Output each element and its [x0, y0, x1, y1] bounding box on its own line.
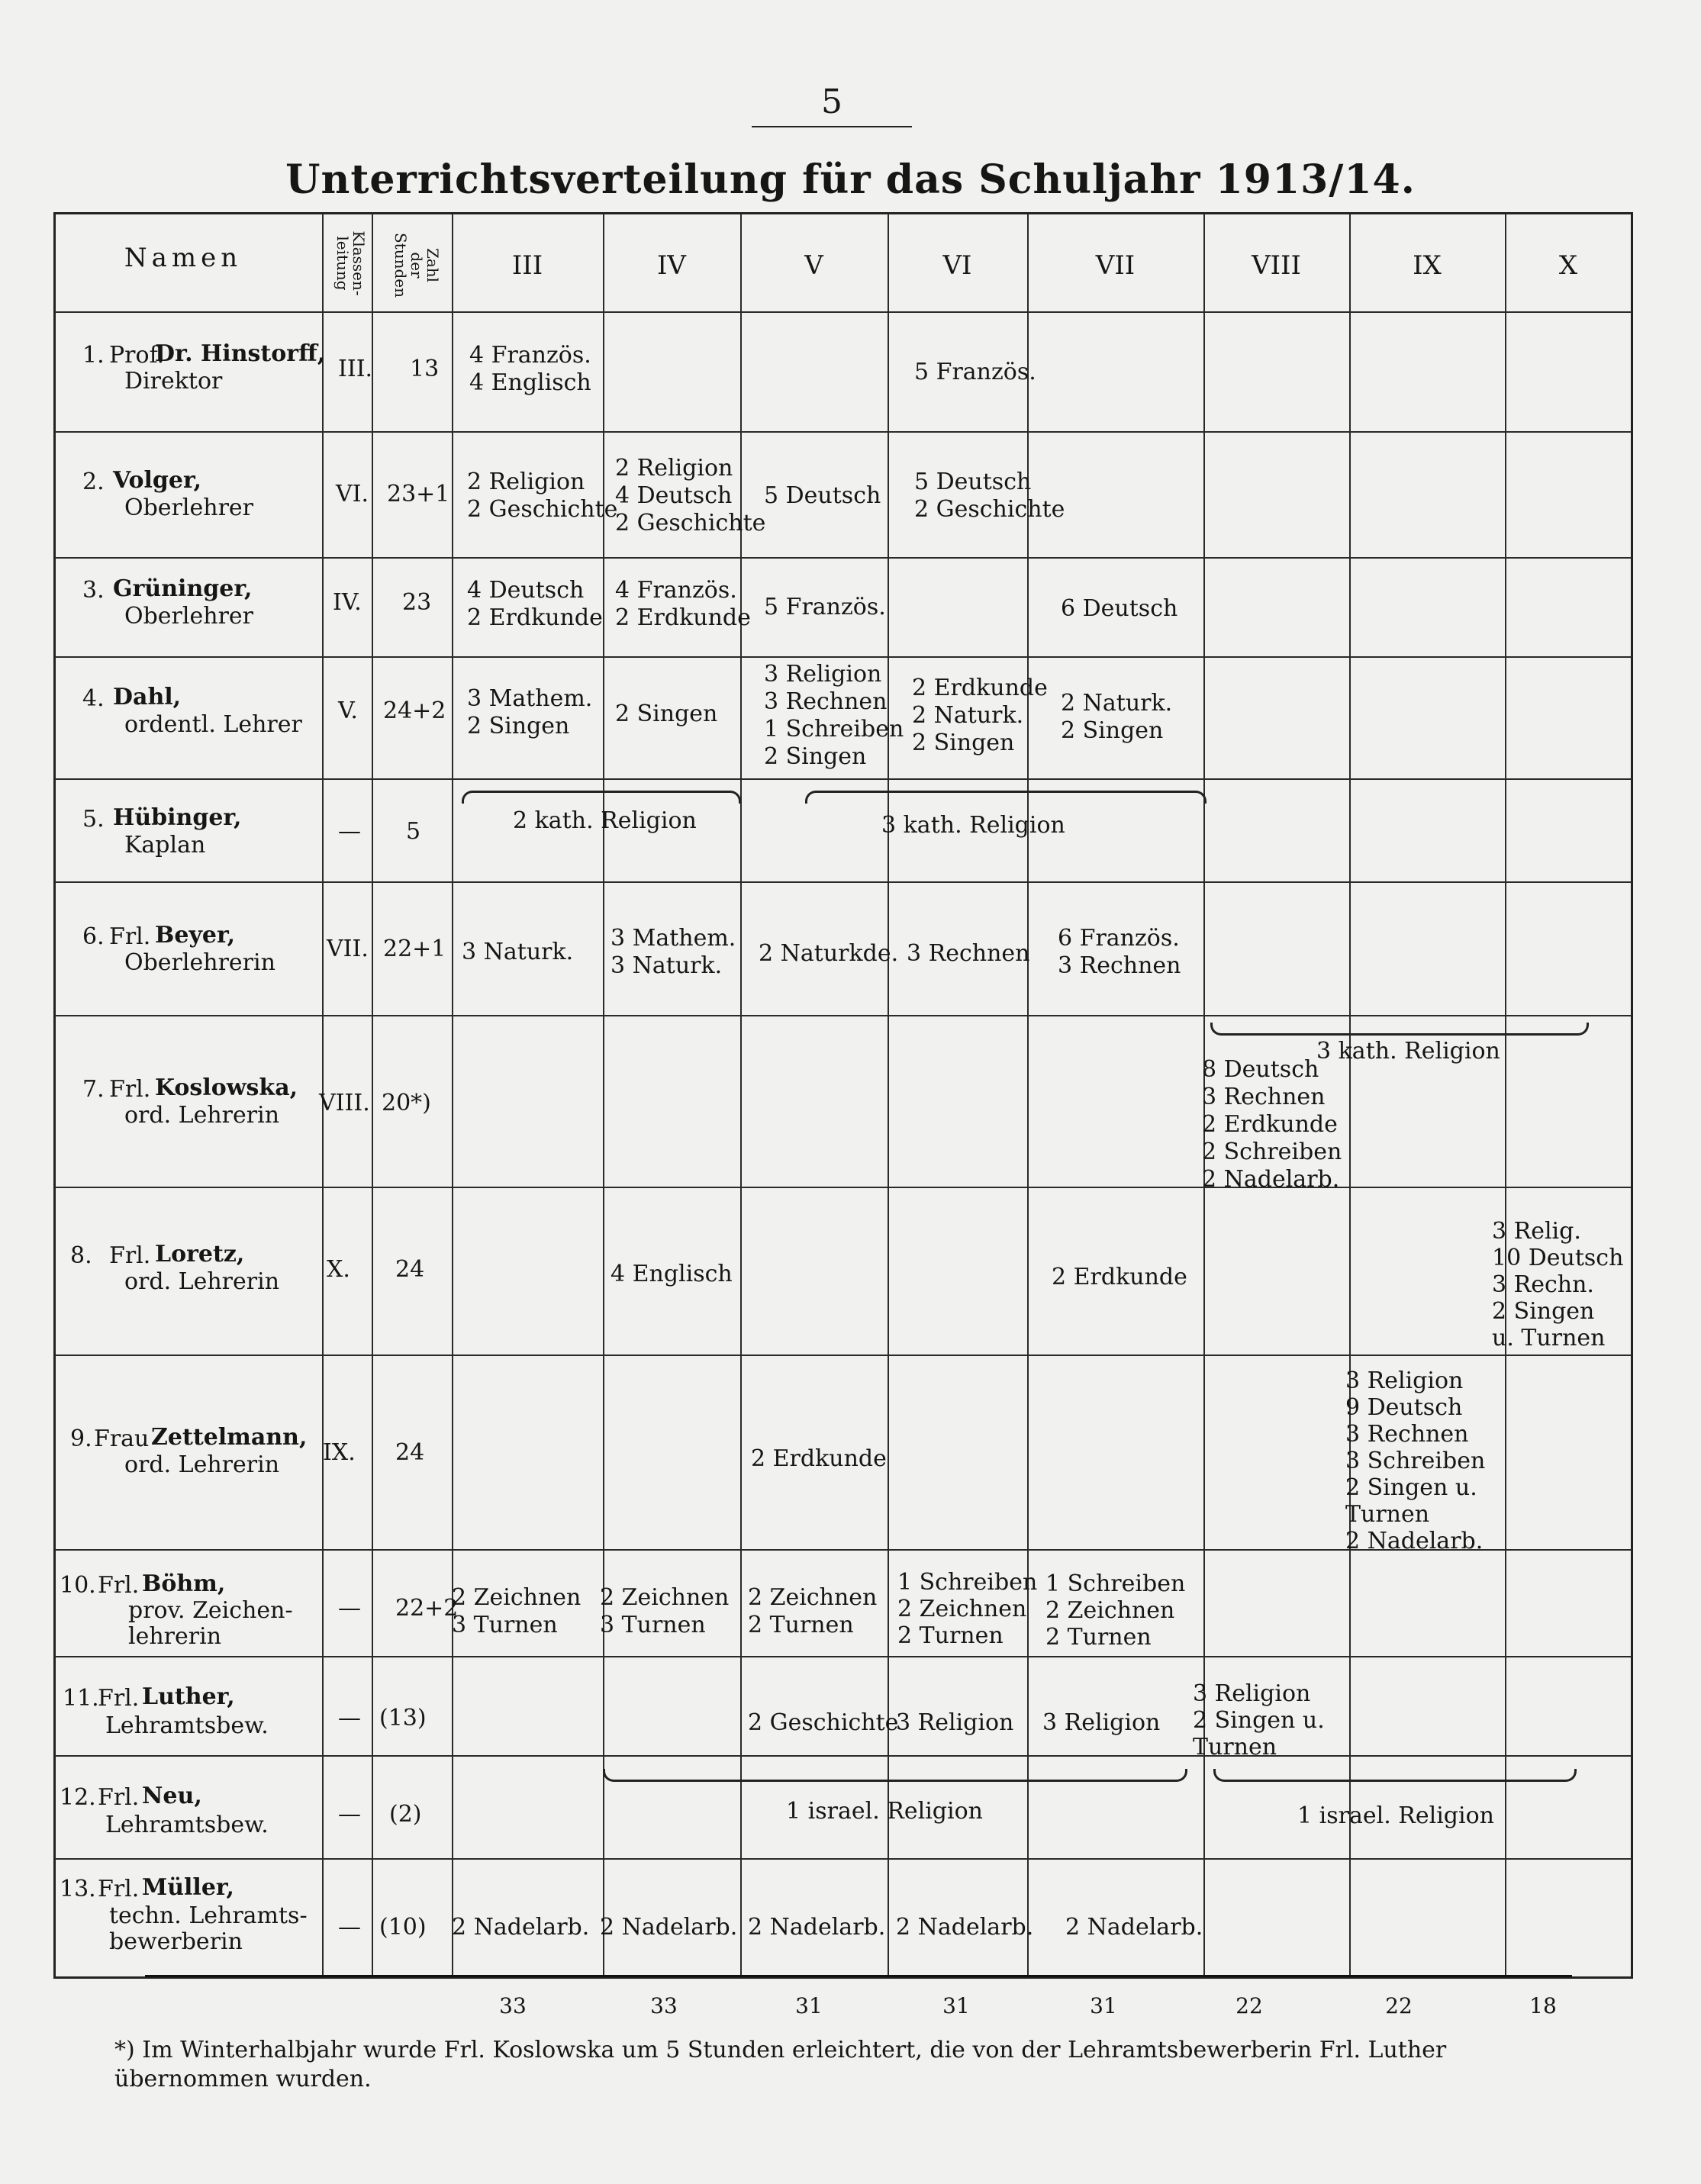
row-number: 4.	[82, 685, 105, 712]
teacher-name: Böhm,	[142, 1570, 226, 1597]
class-leadership: —	[338, 1801, 361, 1828]
teacher-role: Oberlehrer	[124, 494, 253, 521]
row-number: 1.	[82, 342, 105, 369]
teacher-role: ordentl. Lehrer	[124, 711, 302, 738]
row-divider	[55, 1858, 1632, 1860]
teacher-role: ord. Lehrerin	[124, 1268, 280, 1295]
cell-V: 5 Französ.	[764, 594, 886, 620]
row-number: 9.	[70, 1425, 92, 1452]
teacher-role: ord. Lehrerin	[124, 1451, 280, 1478]
teacher-role: Direktor	[124, 368, 223, 395]
teacher-title: Frl.	[109, 1076, 151, 1103]
brace	[1210, 1023, 1589, 1036]
cell-VII: 2 Naturk. 2 Singen	[1061, 690, 1173, 744]
teacher-name: Dahl,	[113, 684, 182, 710]
teacher-name: Volger,	[113, 467, 202, 494]
span-religion-III-IV: 2 kath. Religion	[513, 807, 697, 834]
teacher-name: Loretz,	[155, 1241, 245, 1268]
row-number: 13.	[60, 1876, 96, 1902]
column-divider	[1505, 214, 1506, 1978]
header-klassenleitung: Klassen- leitung	[333, 230, 368, 296]
header-class-VIII: VIII	[1252, 250, 1301, 281]
cell-V: 5 Deutsch	[764, 482, 881, 509]
cell-VII: 6 Französ. 3 Rechnen	[1058, 925, 1181, 979]
total-IX: 22	[1385, 1993, 1413, 2018]
cell-IV: 4 Französ. 2 Erdkunde	[615, 577, 751, 631]
header-stunden: Zahl der Stunden	[391, 232, 442, 298]
hours: 23+1	[387, 481, 450, 507]
class-leadership: VI.	[336, 481, 369, 507]
row-divider	[55, 431, 1632, 433]
cell-III: 4 Französ. 4 Englisch	[469, 342, 591, 396]
total-VIII: 22	[1235, 1993, 1263, 2018]
cell-IV: 4 Englisch	[610, 1261, 733, 1287]
row-divider	[55, 557, 1632, 559]
hours: (13)	[379, 1705, 427, 1731]
row-divider	[55, 1015, 1632, 1016]
class-leadership: V.	[338, 697, 358, 724]
class-leadership: —	[338, 1914, 361, 1941]
cell-VI: 2 Erdkunde 2 Naturk. 2 Singen	[912, 675, 1048, 756]
cell-VI: 5 Deutsch 2 Geschichte	[914, 469, 1065, 523]
cell-VII: 2 Erdkunde	[1052, 1264, 1187, 1290]
row-number: 3.	[82, 577, 105, 604]
cell-VII: 2 Nadelarb.	[1065, 1914, 1203, 1941]
cell-III: 2 Zeichnen 3 Turnen	[452, 1584, 581, 1638]
cell-IV: 2 Singen	[615, 701, 718, 727]
hours: 24	[395, 1256, 425, 1283]
header-class-III: III	[511, 250, 543, 281]
cell-V: 3 Religion 3 Rechnen 1 Schreiben 2 Singen	[764, 661, 904, 770]
cell-V: 2 Zeichnen 2 Turnen	[748, 1584, 878, 1638]
teacher-role: Lehramtsbew.	[105, 1812, 269, 1838]
page-number: 5	[821, 82, 842, 121]
row-divider	[55, 656, 1632, 658]
teacher-name: Zettelmann,	[151, 1424, 308, 1451]
header-class-V: V	[804, 250, 823, 281]
page-title: Unterrichtsverteilung für das Schuljahr 1913/14.	[285, 156, 1416, 203]
teacher-name: Hübinger,	[113, 804, 242, 831]
cell-VI: 1 Schreiben 2 Zeichnen 2 Turnen	[897, 1569, 1038, 1649]
span-israel-religion-VIII-IX: 1 israel. Religion	[1297, 1802, 1494, 1829]
column-divider	[452, 214, 453, 1978]
hours: 20*)	[382, 1090, 431, 1116]
teacher-title: Frl.	[98, 1876, 140, 1902]
teacher-title: Prof.	[109, 342, 165, 369]
teacher-role: prov. Zeichen- lehrerin	[128, 1597, 293, 1650]
row-number: 11.	[63, 1685, 99, 1712]
teacher-title: Frl.	[98, 1784, 140, 1811]
teacher-name: Dr. Hinstorff,	[155, 340, 326, 367]
cell-VII: 6 Deutsch	[1061, 595, 1178, 622]
teacher-title: Frl.	[98, 1572, 140, 1599]
header-class-IX: IX	[1413, 250, 1442, 281]
teacher-name: Beyer,	[155, 922, 236, 949]
total-VII: 31	[1090, 1993, 1117, 2018]
hours: 24	[395, 1439, 425, 1466]
cell-IV: 2 Nadelarb.	[600, 1914, 738, 1941]
brace	[805, 791, 1206, 804]
page-number-rule	[752, 126, 912, 127]
cell-III: 2 Religion 2 Geschichte	[467, 469, 618, 523]
header-namen: Namen	[124, 243, 243, 273]
teacher-name: Luther,	[142, 1683, 235, 1710]
class-leadership: X.	[327, 1256, 350, 1283]
class-leadership: III.	[338, 356, 373, 382]
cell-III: 2 Nadelarb.	[452, 1914, 590, 1941]
hours: 5	[406, 818, 421, 845]
cell-VIII: 8 Deutsch 3 Rechnen 2 Erdkunde 2 Schreiben 2 Nadelarb.	[1202, 1056, 1342, 1193]
class-leadership: —	[338, 1705, 361, 1731]
class-leadership: VIII.	[319, 1090, 370, 1116]
hours: 23	[402, 589, 432, 616]
hours: (2)	[389, 1801, 422, 1828]
class-leadership: IV.	[333, 589, 362, 616]
total-VI: 31	[942, 1993, 970, 2018]
row-number: 2.	[82, 469, 105, 495]
brace	[462, 791, 741, 804]
teacher-role: ord. Lehrerin	[124, 1102, 280, 1129]
class-leadership: VII.	[327, 936, 369, 962]
cell-V: 2 Erdkunde	[751, 1445, 887, 1472]
total-IV: 33	[650, 1993, 678, 2018]
row-number: 7.	[82, 1076, 105, 1103]
span-israel-religion-IV-VII: 1 israel. Religion	[786, 1798, 983, 1825]
cell-III: 3 Naturk.	[462, 939, 574, 965]
teacher-name: Koslowska,	[155, 1074, 298, 1101]
cell-V: 2 Naturkde.	[759, 940, 899, 967]
brace	[603, 1769, 1187, 1782]
teacher-title: Frl.	[109, 923, 151, 950]
column-divider	[1349, 214, 1351, 1978]
cell-IV: 2 Religion 4 Deutsch 2 Geschichte	[615, 455, 766, 536]
header-class-VII: VII	[1095, 250, 1136, 281]
teacher-role: techn. Lehramts- bewerberin	[109, 1902, 308, 1955]
row-divider	[55, 1187, 1632, 1188]
row-divider	[55, 881, 1632, 883]
span-religion-VIII-X: 3 kath. Religion	[1316, 1038, 1500, 1065]
total-X: 18	[1529, 1993, 1557, 2018]
total-III: 33	[499, 1993, 527, 2018]
row-divider	[55, 1656, 1632, 1657]
header-class-IV: IV	[657, 250, 686, 281]
cell-VI: 5 Französ.	[914, 359, 1036, 385]
cell-VIII: 3 Religion 2 Singen u. Turnen	[1193, 1680, 1325, 1760]
cell-V: 2 Nadelarb.	[748, 1914, 886, 1941]
class-leadership: —	[338, 818, 361, 845]
total-V: 31	[795, 1993, 823, 2018]
class-leadership: —	[338, 1595, 361, 1622]
teacher-role: Oberlehrerin	[124, 949, 275, 976]
hours: 13	[410, 356, 440, 382]
teacher-role: Oberlehrer	[124, 603, 253, 630]
cell-IX: 3 Religion 9 Deutsch 3 Rechnen 3 Schreiben 2 Singen u. Turnen 2 Nadelarb.	[1345, 1367, 1486, 1554]
teacher-name: Neu,	[142, 1783, 202, 1809]
row-number: 10.	[60, 1572, 96, 1599]
cell-VI: 3 Religion	[896, 1709, 1014, 1736]
header-class-VI: VI	[942, 250, 972, 281]
cell-III: 4 Deutsch 2 Erdkunde	[467, 577, 603, 631]
cell-VI: 2 Nadelarb.	[896, 1914, 1034, 1941]
cell-X: 3 Relig. 10 Deutsch 3 Rechn. 2 Singen u. Turnen	[1492, 1218, 1624, 1351]
hours: (10)	[379, 1914, 427, 1941]
row-number: 5.	[82, 806, 105, 833]
cell-VI: 3 Rechnen	[907, 940, 1030, 967]
brace	[1213, 1769, 1577, 1782]
cell-III: 3 Mathem. 2 Singen	[467, 685, 593, 739]
class-leadership: IX.	[323, 1439, 356, 1466]
cell-IV: 2 Zeichnen 3 Turnen	[600, 1584, 730, 1638]
teacher-name: Müller,	[142, 1874, 234, 1901]
header-divider	[55, 311, 1632, 313]
header-class-X: X	[1558, 250, 1578, 281]
row-divider	[55, 778, 1632, 780]
teacher-name: Grüninger,	[113, 575, 253, 602]
cell-VII: 1 Schreiben 2 Zeichnen 2 Turnen	[1045, 1570, 1186, 1651]
row-number: 8.	[70, 1242, 92, 1269]
teacher-role: Lehramtsbew.	[105, 1712, 269, 1739]
footnote: *) Im Winterhalbjahr wurde Frl. Koslowska um 5 Stunden erleichtert, die von der Lehramtsbewerberin Frl. Luther übernommen wurden.	[114, 2037, 1447, 2092]
hours: 22+1	[383, 936, 446, 962]
cell-V: 2 Geschichte	[748, 1709, 899, 1736]
teacher-title: Frl.	[109, 1242, 151, 1269]
teacher-title: Frl.	[98, 1685, 140, 1712]
row-number: 6.	[82, 923, 105, 950]
hours: 22+2	[395, 1595, 459, 1622]
totals-rule	[145, 1975, 1572, 1977]
row-divider	[55, 1355, 1632, 1356]
hours: 24+2	[383, 697, 446, 724]
span-religion-V-VII: 3 kath. Religion	[881, 812, 1065, 839]
cell-VII: 3 Religion	[1042, 1709, 1161, 1736]
row-number: 12.	[60, 1784, 96, 1811]
cell-IV: 3 Mathem. 3 Naturk.	[610, 925, 736, 979]
teacher-title: Frau	[94, 1425, 150, 1452]
teacher-role: Kaplan	[124, 832, 206, 858]
column-divider	[372, 214, 373, 1978]
row-divider	[55, 1755, 1632, 1757]
